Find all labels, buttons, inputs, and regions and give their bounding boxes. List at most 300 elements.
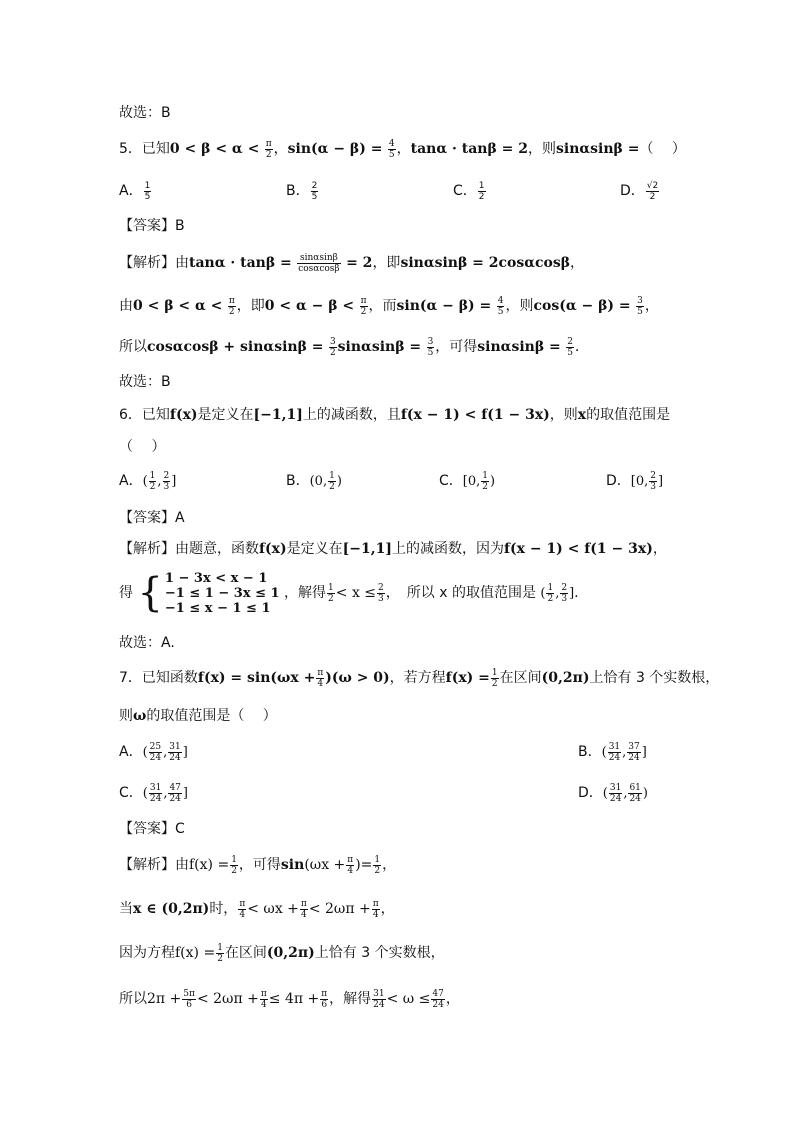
text: ， (273, 141, 288, 157)
text: ，可得 (435, 339, 478, 355)
bracket: ] (569, 586, 575, 601)
bracket: ] (182, 786, 188, 801)
numerator: 1 (482, 471, 488, 481)
math: f(x) (259, 541, 287, 557)
analysis-7-line-1 (119, 854, 396, 876)
math: ω (133, 708, 147, 724)
bracket: ] (182, 745, 188, 760)
conclusion-5 (119, 371, 171, 393)
fraction (149, 742, 162, 763)
text: 由 (119, 298, 133, 314)
bracket: ) (336, 474, 342, 489)
math: [−1,1] (253, 407, 303, 423)
text: ，即 (372, 255, 401, 271)
text: ， (652, 541, 667, 557)
label: D． (578, 785, 603, 801)
option-d (606, 470, 663, 493)
denominator: 3 (378, 593, 384, 604)
label: B． (286, 473, 310, 489)
fraction (328, 471, 336, 492)
math: 2π + (147, 991, 182, 1007)
bracket: ( (142, 745, 148, 760)
denominator: 24 (608, 753, 621, 763)
math: sinαsinβ = (337, 339, 422, 355)
numerator: π (228, 295, 235, 306)
fraction (478, 181, 486, 202)
denominator: 5 (497, 306, 504, 317)
analysis-7-line-3 (119, 942, 445, 964)
text: 上恰有 3 个实数根， (314, 945, 445, 961)
math: f(x) = (175, 945, 216, 961)
numerator: 1 (547, 583, 554, 593)
math: 0 < α − β < (264, 298, 355, 314)
question-7-line-2 (119, 705, 277, 727)
math: f(x − 1) < f(1 − 3x) (503, 541, 653, 557)
analysis-5-line-3 (119, 336, 579, 358)
math: f(x) (169, 407, 198, 423)
analysis-6-line-2 (119, 568, 579, 619)
math: ωx + (309, 857, 346, 873)
fraction (497, 296, 505, 317)
math: = (360, 857, 373, 873)
text: ， (382, 857, 397, 873)
numerator: 47 (432, 988, 444, 999)
math: = 2 (346, 255, 373, 271)
denominator: 6 (186, 999, 192, 1010)
fraction (560, 583, 568, 604)
option-a (119, 470, 176, 493)
fraction (372, 899, 380, 920)
math: (0,2π) (541, 670, 590, 686)
text: 所以 (119, 339, 147, 355)
analysis-7-line-2 (119, 898, 395, 920)
denominator: 4 (260, 999, 267, 1010)
option-b (286, 470, 342, 493)
fraction (163, 471, 171, 492)
numerator: 4 (388, 138, 395, 149)
denominator: 2 (374, 865, 381, 876)
text: ， (644, 298, 659, 314)
denominator: 24 (149, 794, 162, 804)
bracket: ( (601, 745, 607, 760)
denominator: 2 (228, 306, 235, 317)
numerator: π (239, 898, 246, 909)
denominator: 3 (650, 482, 656, 492)
text: （ ） (119, 439, 166, 455)
fraction (427, 337, 435, 358)
fraction (260, 989, 268, 1010)
denominator: 24 (432, 999, 444, 1010)
fraction (627, 742, 640, 763)
interval (540, 583, 575, 604)
text: ，则 (549, 407, 578, 423)
fraction (431, 989, 444, 1010)
denominator: 2 (478, 191, 485, 202)
denominator: 24 (149, 753, 162, 763)
denominator: 2 (491, 678, 498, 689)
option-d (620, 180, 660, 202)
text: 故选：B (119, 374, 171, 390)
text: 得 (119, 585, 133, 601)
text: ，而 (368, 298, 397, 314)
numerator: 3 (637, 295, 643, 306)
denominator: 24 (629, 794, 641, 804)
text: 【解析】由 (119, 255, 189, 271)
numerator: 1 (491, 667, 498, 678)
fraction (481, 471, 489, 492)
denominator: 24 (169, 794, 181, 804)
math: tanα · tanβ = (189, 255, 292, 271)
numerator: 1 (149, 471, 156, 481)
bracket: ( (142, 786, 148, 801)
denominator: 24 (609, 794, 622, 804)
numerator: π (347, 854, 354, 865)
numerator: 2 (378, 582, 384, 593)
fraction (320, 989, 328, 1010)
fraction (566, 337, 574, 358)
fraction (372, 989, 385, 1010)
denominator: 2 (360, 306, 367, 317)
interval (630, 471, 664, 492)
text: ， (445, 991, 460, 1007)
fraction (491, 668, 499, 689)
fraction (182, 989, 196, 1010)
analysis-6-line-1 (119, 538, 667, 560)
numerator: π (300, 898, 307, 909)
text: ，则 (528, 141, 556, 157)
option-c (453, 180, 487, 202)
numerator: 61 (629, 783, 641, 793)
denominator: 5 (637, 306, 643, 317)
text: 【答案】A (119, 510, 185, 526)
paren: ( (270, 670, 278, 686)
fraction (149, 471, 157, 492)
fraction (346, 855, 354, 876)
numerator: π (321, 988, 328, 999)
bracket: (0, (309, 474, 328, 489)
numerator: 1 (231, 854, 237, 865)
denominator: cosαcosβ (298, 263, 340, 274)
denominator: 24 (373, 999, 385, 1010)
fraction (230, 855, 238, 876)
option-b (578, 741, 647, 764)
denominator: 2 (329, 482, 335, 492)
bracket: ( (142, 474, 148, 489)
paren: ) (355, 857, 361, 873)
numerator: 31 (373, 988, 385, 999)
text: ，解得 (284, 585, 327, 601)
bracket: ( (540, 586, 546, 601)
denominator: 4 (317, 678, 324, 689)
fraction (168, 783, 181, 804)
denominator: 2 (265, 149, 272, 160)
math: sin (280, 857, 305, 873)
text: 6．已知 (119, 407, 170, 423)
paren: ( (304, 857, 310, 873)
numerator: 2 (567, 336, 573, 347)
fraction (377, 583, 385, 604)
text: 因为方程 (119, 945, 175, 961)
fraction (216, 943, 224, 964)
numerator: 1 (374, 854, 381, 865)
denominator: 2 (149, 482, 156, 492)
math: sinαsinβ = (477, 339, 561, 355)
numerator: 5π (183, 988, 195, 999)
denominator: 5 (427, 347, 434, 358)
fraction (628, 783, 641, 804)
paren: ) (325, 670, 332, 686)
denominator: 3 (163, 482, 170, 492)
text: 是定义在 (197, 407, 254, 423)
bracket: ] (171, 474, 177, 489)
fraction (649, 471, 657, 492)
numerator: 2 (650, 471, 656, 481)
option-b (286, 180, 319, 202)
interval (462, 471, 496, 492)
conclusion-6 (119, 632, 175, 654)
denominator: 4 (301, 909, 307, 920)
text: . (574, 585, 579, 601)
bracket: ] (658, 474, 664, 489)
interval (309, 471, 342, 492)
text: ，则 (505, 298, 534, 314)
denominator: 2 (649, 191, 656, 202)
numerator: 2 (561, 583, 568, 593)
analysis-5-line-2 (119, 295, 659, 317)
text: ，解得 (329, 991, 372, 1007)
interval (142, 783, 188, 804)
text: ， 所以 x 的取值范围是 (385, 585, 536, 601)
numerator: 37 (628, 742, 640, 752)
fraction (327, 583, 335, 604)
numerator: 31 (608, 742, 621, 752)
text: 7．已知函数 (119, 670, 198, 686)
numerator: sinαsinβ (297, 253, 340, 264)
denominator: 2 (231, 865, 237, 876)
fraction (265, 139, 273, 160)
numerator: 31 (149, 783, 162, 793)
text: 是定义在 (286, 541, 343, 557)
option-a (119, 741, 188, 764)
fraction (608, 742, 621, 763)
analysis-7-line-4 (119, 988, 460, 1010)
bracket: ] (641, 745, 647, 760)
question-6 (119, 404, 670, 426)
left-brace: { (137, 570, 163, 616)
option-c (439, 470, 495, 493)
text: 则 (119, 708, 133, 724)
math: x ∈ (0,2π) (133, 901, 210, 917)
comma: , (623, 786, 628, 801)
numerator: 31 (609, 783, 622, 793)
numerator: √2 (646, 180, 659, 191)
numerator: 25 (149, 742, 162, 752)
numerator: 3 (427, 336, 434, 347)
fraction (373, 855, 381, 876)
text: 上恰有 3 个实数根， (589, 670, 720, 686)
text: . (574, 339, 580, 355)
analysis-5-line-1 (119, 252, 584, 274)
math: f(x) = (189, 857, 230, 873)
fraction (149, 783, 162, 804)
denominator: 2 (328, 593, 334, 604)
math: (ω > 0) (331, 670, 390, 686)
label: A． (119, 744, 143, 760)
interval (601, 742, 647, 763)
denominator: 24 (628, 753, 640, 763)
math: 0 < β < α < (133, 298, 223, 314)
bracket: [0, (630, 474, 649, 489)
inequality-system (165, 571, 280, 616)
question-5 (119, 138, 686, 160)
fraction (636, 296, 644, 317)
text: 故选：A. (119, 635, 175, 651)
label: D． (620, 183, 645, 199)
denominator: 4 (347, 865, 354, 876)
answer-6 (119, 507, 185, 529)
math: < ω ≤ (386, 991, 431, 1007)
text: 5．已知 (119, 141, 170, 157)
denominator: 4 (372, 909, 379, 920)
math: (0,2π) (266, 945, 315, 961)
comma: , (555, 586, 560, 601)
numerator: 31 (169, 742, 181, 752)
numerator: 1 (328, 582, 334, 593)
math: < 2ωπ + (308, 901, 371, 917)
text: 【答案】B (119, 218, 185, 234)
text: ，可得 (238, 857, 281, 873)
numerator: π (317, 667, 324, 678)
text: 在区间 (224, 945, 267, 961)
fraction (329, 337, 337, 358)
interval (142, 471, 177, 492)
math: < x ≤ (335, 585, 377, 601)
fraction (316, 668, 324, 689)
numerator: π (372, 898, 379, 909)
text: 在区间 (499, 670, 542, 686)
fraction (388, 139, 396, 160)
option-d (578, 782, 648, 805)
question-6-paren (119, 436, 165, 458)
label: B． (578, 744, 602, 760)
math: 0 < β < α < (169, 141, 260, 157)
fraction (546, 583, 554, 604)
bracket: [0, (462, 474, 481, 489)
denominator: 5 (388, 149, 395, 160)
comma: , (157, 474, 162, 489)
math: sin(α − β) = (287, 141, 383, 157)
denominator: 2 (547, 594, 554, 604)
label: B． (286, 183, 310, 199)
numerator: 47 (169, 783, 181, 793)
math: ωx + (277, 670, 316, 686)
numerator: π (360, 295, 367, 306)
text: 的取值范围是（ ） (146, 708, 277, 724)
label: D． (606, 473, 631, 489)
math: sinαsinβ = 2cosαcosβ (400, 255, 571, 271)
text: ， (380, 901, 395, 917)
numerator: π (260, 988, 267, 999)
option-c (119, 782, 188, 805)
denominator: 2 (329, 347, 336, 358)
text: ，即 (236, 298, 265, 314)
label: A． (119, 473, 143, 489)
label: A． (119, 183, 143, 199)
label: C． (453, 183, 477, 199)
fraction (297, 253, 340, 274)
fraction (360, 296, 368, 317)
bracket: ) (642, 786, 648, 801)
math: ≤ 4π + (268, 991, 320, 1007)
denominator: 24 (169, 753, 181, 763)
conclusion-line (119, 102, 171, 124)
math: f(x) = sin (197, 670, 271, 686)
comma: , (163, 786, 168, 801)
inequality: −1 ≤ x − 1 ≤ 1 (164, 600, 271, 616)
text: 时， (209, 901, 238, 917)
text: 【解析】由 (119, 857, 189, 873)
text: ， (396, 141, 411, 157)
numerator: 1 (478, 180, 485, 191)
math: [−1,1] (342, 541, 392, 557)
answer-5 (119, 215, 185, 237)
bracket: ( (602, 786, 608, 801)
comma: , (622, 745, 627, 760)
math: f(x − 1) < f(1 − 3x) (400, 407, 550, 423)
answer-7 (119, 818, 185, 840)
denominator: 5 (311, 191, 318, 202)
fraction (609, 783, 622, 804)
text: （ ） (639, 141, 686, 157)
fraction (311, 181, 319, 202)
denominator: 4 (239, 909, 246, 920)
numerator: π (265, 138, 272, 149)
numerator: 1 (144, 180, 151, 191)
numerator: 4 (497, 295, 504, 306)
denominator: 2 (482, 482, 488, 492)
math: f(x) = (445, 670, 490, 686)
denominator: 5 (567, 347, 573, 358)
math: tanα · tanβ = 2 (410, 141, 528, 157)
fraction (300, 899, 308, 920)
denominator: 5 (144, 191, 151, 202)
label: C． (439, 473, 463, 489)
text: 当 (119, 901, 133, 917)
interval (142, 742, 188, 763)
denominator: 6 (321, 999, 328, 1010)
text: 【解析】由题意，函数 (119, 541, 259, 557)
math: < ωx + (247, 901, 299, 917)
math: cos(α − β) = (533, 298, 631, 314)
math: sin(α − β) = (396, 298, 492, 314)
interval (602, 783, 648, 804)
comma: , (163, 745, 168, 760)
numerator: 2 (311, 180, 318, 191)
math: cosαcosβ + sinαsinβ = (147, 339, 324, 355)
denominator: 3 (561, 594, 568, 604)
text: 上的减函数，因为 (391, 541, 504, 557)
denominator: 2 (217, 953, 223, 964)
math: < 2ωπ + (196, 991, 259, 1007)
text: 上的减函数，且 (302, 407, 401, 423)
numerator: 1 (217, 942, 223, 953)
fraction (228, 296, 236, 317)
label: C． (119, 785, 143, 801)
fraction (646, 181, 659, 202)
math: sinαsinβ = (556, 141, 640, 157)
inequality: 1 − 3x < x − 1 (164, 570, 268, 586)
text: 的取值范围是 (586, 407, 671, 423)
